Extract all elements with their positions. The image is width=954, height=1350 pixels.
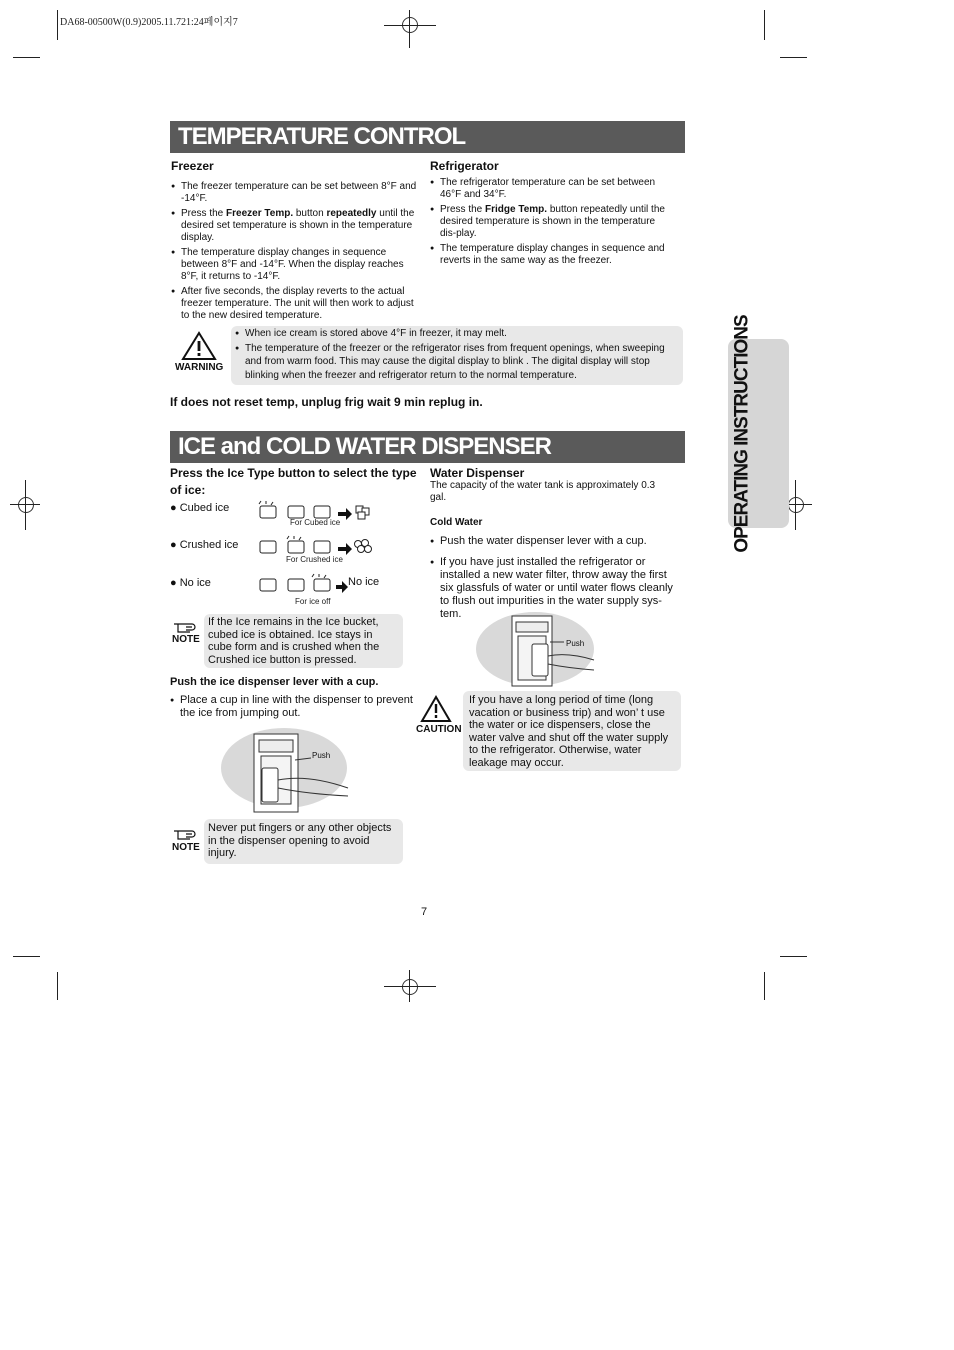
note1-label: NOTE xyxy=(172,634,200,645)
warning-label: WARNING xyxy=(175,362,224,373)
side-tab-label: OPERATING INSTRUCTIONS xyxy=(732,314,754,553)
dispenser-title: ICE and COLD WATER DISPENSER xyxy=(170,431,685,463)
registration-mark xyxy=(402,979,418,995)
refrigerator-bullet: ● The temperature display changes in sequence and reverts in the same way as the freezer. xyxy=(430,243,672,267)
caution-box: If you have a long period of time (long vacation or business trip) and won’ t use the water or ice dispensers, close the water valve and shut off the water supply to the refrigerator. Otherwise, water leakage may occur. xyxy=(463,691,681,771)
refrigerator-bullet: ● Press the Fridge Temp. button repeatedly until the desired temperature is shown in the temperature dis-play. xyxy=(430,204,672,240)
freezer-bullet: ● The temperature display changes in sequence between 8°F and -14°F. When the display reaches 8°F, it returns to -14°F. xyxy=(171,247,423,283)
refrigerator-heading: Refrigerator xyxy=(430,159,499,173)
note2-label: NOTE xyxy=(172,842,200,853)
ice-option-crushed: ● Crushed ice xyxy=(170,539,239,551)
crop-mark xyxy=(57,10,58,40)
crop-mark xyxy=(13,57,40,58)
freezer-heading: Freezer xyxy=(171,159,214,173)
caption-crushed: For Crushed ice xyxy=(286,555,343,564)
crop-mark xyxy=(764,972,765,1000)
warning-bullet: ● When ice cream is stored above 4°F in freezer, it may melt. xyxy=(235,327,677,341)
freezer-bullet: ● After five seconds, the display reverts to the actual freezer temperature. The unit will then work to adjust to the new desired temperature. xyxy=(171,286,423,322)
reset-note: If does not reset temp, unplug frig wait 9 min replug in. xyxy=(170,395,483,409)
registration-mark-v xyxy=(409,10,410,48)
warning-bullet: ● The temperature of the freezer or the refrigerator rises from frequent openings, when sweeping and from warm food. This may cause the digital display to blink . The digital display will stop blinking when the freezer and refrigerator return to the normal temperature. xyxy=(235,342,677,383)
crop-mark xyxy=(780,57,807,58)
registration-mark xyxy=(788,497,804,513)
registration-mark-h xyxy=(384,25,436,26)
water-capacity: The capacity of the water tank is approximately 0.3 gal. xyxy=(430,480,656,503)
caption-ice-off: For ice off xyxy=(295,597,331,606)
caption-cubed: For Cubed ice xyxy=(290,518,341,527)
cold-water-bullet: ● Push the water dispenser lever with a cup. xyxy=(430,535,680,548)
ice-type-heading: Press the Ice Type button to select the type of ice: xyxy=(170,466,417,497)
refrigerator-bullet: ● The refrigerator temperature can be set between 46°F and 34°F. xyxy=(430,177,672,201)
water-push-label: Push xyxy=(566,639,585,648)
water-dispenser-illustration xyxy=(476,612,596,693)
refrigerator-bullets xyxy=(430,177,672,270)
crop-mark xyxy=(57,972,58,1000)
registration-mark-h xyxy=(384,986,436,987)
no-ice-result: No ice xyxy=(348,576,380,588)
side-tab-label-wrap xyxy=(728,314,758,553)
crop-mark xyxy=(780,956,807,957)
crop-mark xyxy=(13,956,40,957)
push-lever-heading: Push the ice dispenser lever with a cup. xyxy=(170,676,379,688)
ice-dispenser-illustration xyxy=(221,728,351,821)
temperature-control-title: TEMPERATURE CONTROL xyxy=(170,121,685,153)
print-header-code: DA68-00500W(0.9)2005.11.721:24페이지7 xyxy=(60,17,238,28)
freezer-bullet: ● Press the Freezer Temp. button repeatedly until the desired set temperature is shown in the temperature display. xyxy=(171,208,423,244)
crop-mark xyxy=(764,10,765,40)
ice-type-buttons-icon xyxy=(256,573,356,600)
water-heading: Water Dispenser xyxy=(430,466,525,480)
registration-mark-v xyxy=(409,970,410,1002)
ice-option-none: ● No ice xyxy=(170,577,211,589)
warning-icon xyxy=(181,331,217,366)
cold-water-bullet: ● If you have just installed the refrigerator or installed a new water filter, throw away the first six glassfuls of water or until water flows cleanly to flush out impurities in the water supply sys-tem. xyxy=(430,556,680,621)
freezer-bullet: ● The freezer temperature can be set between 8°F and -14°F. xyxy=(171,181,423,205)
cold-water-bullets xyxy=(430,535,680,624)
warning-box xyxy=(231,326,683,385)
caution-label: CAUTION xyxy=(416,724,462,735)
registration-mark-v xyxy=(25,480,26,530)
cold-water-heading: Cold Water xyxy=(430,517,483,528)
note2-box: Never put fingers or any other objects in the dispenser opening to avoid injury. xyxy=(204,819,403,864)
push-lever-text: ● Place a cup in line with the dispenser to prevent the ice from jumping out. xyxy=(170,694,415,723)
registration-mark-v xyxy=(795,480,796,530)
page-number: 7 xyxy=(421,906,428,918)
ice-push-label: Push xyxy=(312,751,331,760)
registration-mark xyxy=(18,497,34,513)
freezer-bullets xyxy=(171,181,423,325)
note1-box: If the Ice remains in the Ice bucket, cubed ice is obtained. Ice stays in cube form and is crushed when the Crushed ice button is pressed. xyxy=(204,614,403,668)
ice-option-cubed: ● Cubed ice xyxy=(170,502,230,514)
